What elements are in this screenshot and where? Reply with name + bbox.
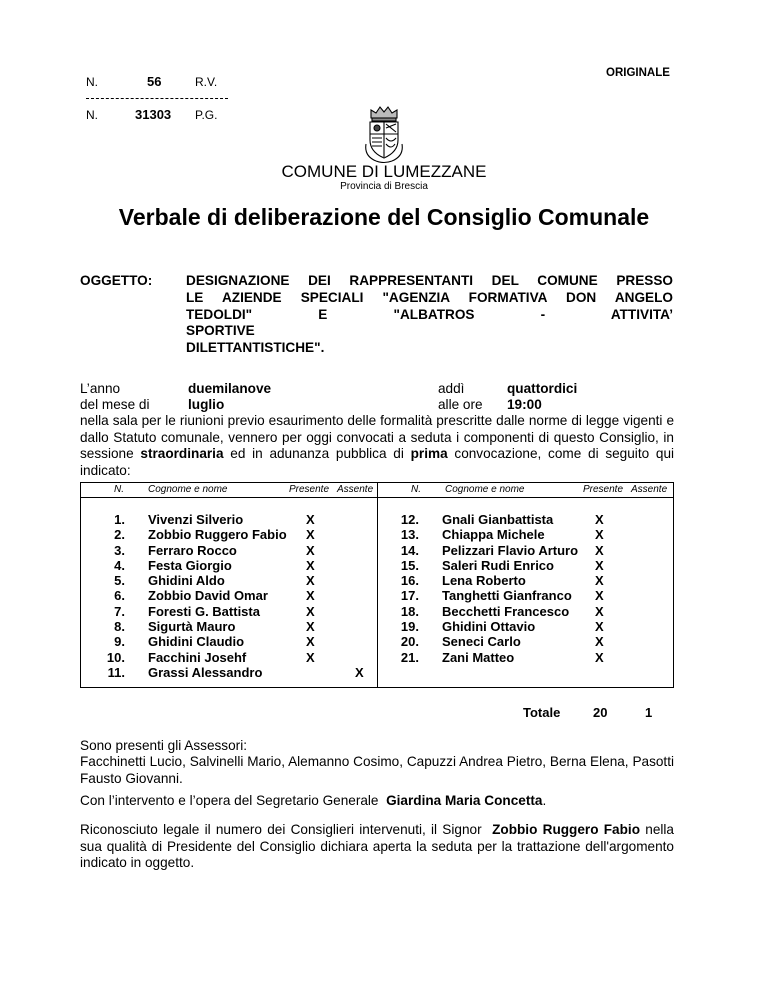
attendance-left-name-cell: Ghidini Aldo bbox=[148, 573, 225, 589]
attendance-left-absent-cell bbox=[355, 573, 364, 588]
attendance-right-present-cell: X bbox=[595, 649, 604, 665]
header-n-right: N. bbox=[411, 484, 421, 495]
attendance-left-name-cell: Facchini Josehf bbox=[148, 649, 247, 665]
attendance-left-absent-cell bbox=[355, 512, 364, 527]
attendance-right-present-cell: X bbox=[595, 557, 604, 573]
assessors-heading: Sono presenti gli Assessori: bbox=[80, 738, 247, 753]
attendance-left-name-cell: Zobbio Ruggero Fabio bbox=[148, 527, 287, 543]
attendance-left-present-cell: X bbox=[306, 649, 315, 665]
total-absent: 1 bbox=[645, 705, 653, 720]
attendance-right-n-cell: 21. bbox=[400, 649, 419, 665]
closing-paragraph bbox=[80, 822, 674, 872]
attendance-left-present-cell: X bbox=[306, 542, 315, 558]
attendance-left-name-cell: Foresti G. Battista bbox=[148, 603, 260, 619]
attendance-column-divider bbox=[377, 482, 378, 688]
header-divider bbox=[86, 98, 228, 99]
header-n-left: N. bbox=[114, 484, 124, 495]
attendance-left-present-cell: X bbox=[306, 573, 315, 589]
subject-line-4: DILETTANTISTICHE". bbox=[186, 340, 325, 356]
attendance-right-n-cell: 12. bbox=[400, 512, 419, 527]
left-number-column bbox=[100, 512, 125, 680]
attendance-right-name-cell: Saleri Rudi Enrico bbox=[442, 557, 554, 573]
attendance-left-absent-cell bbox=[355, 588, 364, 603]
right-number-column bbox=[394, 512, 419, 665]
attendance-left-present-cell: X bbox=[306, 588, 315, 604]
attendance-right-n-cell: 18. bbox=[400, 603, 419, 619]
attendance-right-n-cell: 20. bbox=[400, 634, 419, 650]
attendance-left-name-cell: Ferraro Rocco bbox=[148, 542, 237, 558]
session-type: straordinaria bbox=[140, 446, 224, 461]
attendance-right-n-cell: 15. bbox=[400, 557, 419, 573]
time-value: 19:00 bbox=[507, 397, 542, 412]
attendance-left-absent-cell bbox=[355, 543, 364, 558]
left-present-column bbox=[306, 512, 315, 680]
secretary-name: Giardina Maria Concetta bbox=[386, 793, 543, 808]
header-present-right: Presente bbox=[583, 484, 624, 495]
attendance-left-present-cell: X bbox=[306, 527, 315, 543]
closing-text-2: nella sua qualità di Presidente del Consiglio dichiara aperta la seduta per la trattazione dell'argomento indicato in oggetto. bbox=[80, 822, 674, 870]
right-present-column bbox=[595, 512, 604, 665]
session-text-1: nella sala per le riunioni previo esaurimento delle formalità prescritte dalle norme di legge vigenti e dallo Statuto comunale, vennero per oggi convocati a seduta i componenti di questo Consiglio, in sessione bbox=[80, 413, 674, 461]
header-name-right: Cognome e nome bbox=[445, 484, 525, 495]
subject-text bbox=[186, 273, 673, 357]
pg-number: 31303 bbox=[135, 107, 172, 122]
attendance-right-present-cell: X bbox=[595, 634, 604, 650]
attendance-right-present-cell: X bbox=[595, 573, 604, 589]
attendance-left-n-cell: 10. bbox=[106, 649, 125, 665]
header-name-left: Cognome e nome bbox=[148, 484, 228, 495]
attendance-left-name-cell: Festa Giorgio bbox=[148, 557, 232, 573]
municipality-province: Provincia di Brescia bbox=[340, 181, 428, 192]
attendance-right-n-cell: 13. bbox=[400, 527, 419, 543]
attendance-left-name-cell: Zobbio David Omar bbox=[148, 588, 268, 604]
attendance-right-name-cell: Chiappa Michele bbox=[442, 527, 545, 543]
attendance-right-n-cell: 19. bbox=[400, 619, 419, 635]
rv-label: R.V. bbox=[195, 75, 218, 89]
attendance-right-present-cell: X bbox=[595, 603, 604, 619]
total-label: Totale bbox=[523, 705, 561, 720]
header-absent-right: Assente bbox=[631, 484, 668, 495]
attendance-right-present-cell: X bbox=[595, 588, 604, 604]
attendance-right-name-cell: Seneci Carlo bbox=[442, 634, 521, 650]
attendance-left-name-cell: Grassi Alessandro bbox=[148, 664, 263, 680]
attendance-left-absent-cell bbox=[355, 650, 364, 665]
year-value: duemilanove bbox=[188, 381, 272, 396]
original-stamp: ORIGINALE bbox=[606, 67, 670, 79]
subject-line-2: LE AZIENDE SPECIALI "AGENZIA FORMATIVA DON ANGELO bbox=[186, 289, 673, 305]
attendance-left-n-cell: 5. bbox=[114, 573, 125, 589]
attendance-left-n-cell: 3. bbox=[114, 542, 125, 558]
municipal-crest-icon bbox=[362, 104, 406, 164]
session-text-3: convocazione, come di seguito qui indicato: bbox=[80, 446, 675, 478]
municipality-name: COMUNE DI LUMEZZANE bbox=[281, 162, 487, 181]
attendance-left-n-cell: 11. bbox=[107, 664, 125, 680]
day-value: quattordici bbox=[507, 381, 578, 396]
subject-line-3: TEDOLDI" E "ALBATROS - ATTIVITA’ SPORTIVE bbox=[186, 306, 673, 339]
attendance-left-present-cell: X bbox=[306, 557, 315, 573]
attendance-left-n-cell: 6. bbox=[114, 588, 125, 604]
attendance-left-name-cell: Sigurtà Mauro bbox=[148, 619, 236, 635]
session-paragraph bbox=[80, 413, 674, 479]
right-name-column bbox=[442, 512, 578, 665]
header-present-left: Presente bbox=[289, 484, 330, 495]
assessors-names: Facchinetti Lucio, Salvinelli Mario, Alemanno Cosimo, Capuzzi Andrea Pietro, Berna Elena, Pasotti Fausto Giovanni. bbox=[80, 754, 674, 786]
left-absent-column bbox=[355, 512, 364, 680]
attendance-right-n-cell: 17. bbox=[400, 588, 419, 604]
attendance-right-n-cell: 16. bbox=[400, 573, 419, 589]
attendance-left-present-cell: X bbox=[306, 512, 315, 527]
secretary-paragraph bbox=[80, 793, 674, 810]
year-label: L’anno bbox=[80, 381, 121, 396]
attendance-left-absent-cell bbox=[355, 604, 364, 619]
convocation-type: prima bbox=[410, 446, 448, 461]
session-text-2: ed in adunanza pubblica di bbox=[230, 446, 404, 461]
attendance-left-n-cell: 4. bbox=[114, 557, 125, 573]
attendance-right-present-cell: X bbox=[595, 542, 604, 558]
closing-text-1: Riconosciuto legale il numero dei Consiglieri intervenuti, il Signor bbox=[80, 822, 482, 837]
attendance-left-absent-cell bbox=[355, 527, 364, 542]
attendance-left-absent-cell bbox=[355, 619, 364, 634]
attendance-left-n-cell: 9. bbox=[114, 634, 125, 650]
attendance-left-present-cell bbox=[306, 665, 315, 680]
attendance-right-name-cell: Gnali Gianbattista bbox=[442, 512, 554, 527]
left-name-column bbox=[148, 512, 287, 680]
attendance-left-absent-cell bbox=[355, 558, 364, 573]
secretary-text: Con l’intervento e l’opera del Segretario Generale bbox=[80, 793, 379, 808]
day-label: addì bbox=[438, 381, 465, 396]
subject-label: OGGETTO: bbox=[80, 273, 153, 288]
attendance-left-absent-cell: X bbox=[355, 664, 364, 680]
attendance-right-name-cell: Becchetti Francesco bbox=[442, 603, 570, 619]
document-title: Verbale di deliberazione del Consiglio Comunale bbox=[118, 204, 650, 230]
attendance-right-present-cell: X bbox=[595, 527, 604, 543]
attendance-right-name-cell: Lena Roberto bbox=[442, 573, 526, 589]
pg-number-label: N. bbox=[86, 108, 98, 122]
attendance-left-absent-cell bbox=[355, 634, 364, 649]
attendance-right-name-cell: Zani Matteo bbox=[442, 649, 515, 665]
attendance-left-present-cell: X bbox=[306, 619, 315, 635]
rv-number: 56 bbox=[147, 74, 162, 89]
attendance-left-n-cell: 7. bbox=[114, 603, 125, 619]
secretary-end: . bbox=[542, 793, 547, 808]
time-label: alle ore bbox=[438, 397, 483, 412]
president-name: Zobbio Ruggero Fabio bbox=[492, 822, 641, 837]
rv-number-label: N. bbox=[86, 75, 98, 89]
attendance-left-present-cell: X bbox=[306, 634, 315, 650]
subject-line-1: DESIGNAZIONE DEI RAPPRESENTANTI DEL COMUNE PRESSO bbox=[186, 273, 673, 288]
attendance-right-name-cell: Ghidini Ottavio bbox=[442, 619, 536, 635]
attendance-left-present-cell: X bbox=[306, 603, 315, 619]
pg-label: P.G. bbox=[195, 108, 218, 122]
attendance-right-n-cell: 14. bbox=[400, 542, 419, 558]
header-absent-left: Assente bbox=[337, 484, 374, 495]
attendance-right-name-cell: Tanghetti Gianfranco bbox=[442, 588, 572, 604]
attendance-left-name-cell: Ghidini Claudio bbox=[148, 634, 245, 650]
attendance-right-present-cell: X bbox=[595, 512, 604, 527]
total-present: 20 bbox=[593, 705, 608, 720]
month-label: del mese di bbox=[80, 397, 150, 412]
attendance-left-n-cell: 8. bbox=[114, 619, 125, 635]
attendance-right-present-cell: X bbox=[595, 619, 604, 635]
attendance-right-name-cell: Pelizzari Flavio Arturo bbox=[442, 542, 579, 558]
attendance-left-n-cell: 2. bbox=[114, 527, 125, 543]
month-value: luglio bbox=[188, 397, 225, 412]
attendance-left-name-cell: Vivenzi Silverio bbox=[148, 512, 244, 527]
attendance-left-n-cell: 1. bbox=[114, 512, 125, 527]
